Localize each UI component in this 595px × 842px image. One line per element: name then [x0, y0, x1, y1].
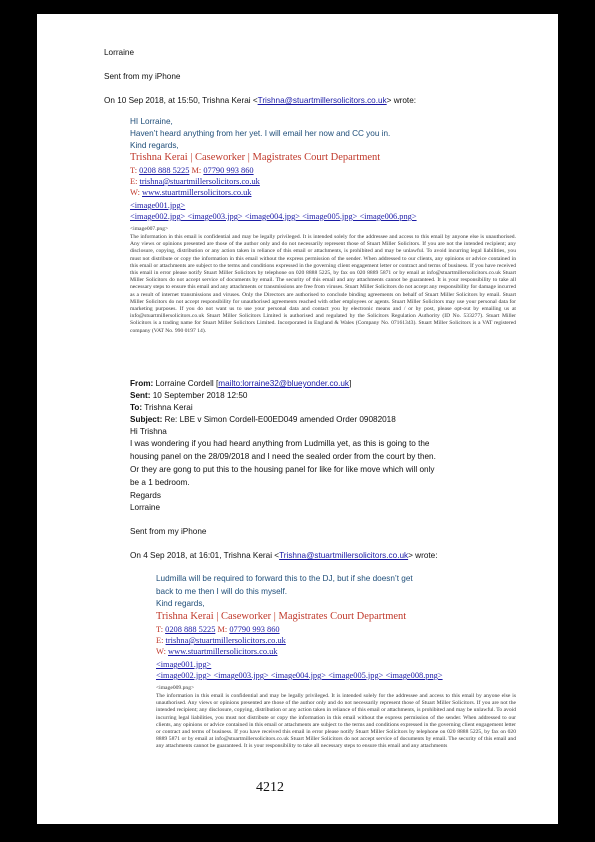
forward-body-4: be a 1 bedroom.: [130, 478, 190, 487]
quote2-image-links-2[interactable]: <image002.jpg> <image003.jpg> <image004.jpg> <image005.jpg> <image008.png>: [156, 671, 443, 680]
forward-body-1: I was wondering if you had heard anything from Ludmilla yet, as this is going to the: [130, 439, 430, 448]
quote2-body-2: back to me then I will do this myself.: [156, 587, 288, 596]
quote1-greeting: HI Lorraine,: [130, 117, 173, 126]
quote2-email-line: E: trishna@stuartmillersolicitors.co.uk: [156, 636, 286, 645]
quote2-image-small: <image009.png>: [156, 685, 195, 691]
quote2-phone-line: T: 0208 888 5225 M: 07790 993 860: [156, 625, 280, 634]
quote2-phone-link[interactable]: 0208 888 5225: [165, 625, 216, 634]
quote1-image-links-2[interactable]: <image002.jpg> <image003.jpg> <image004.jpg> <image005.jpg> <image006.png>: [130, 212, 417, 221]
quote1-web-link[interactable]: www.stuartmillersolicitors.co.uk: [142, 188, 252, 197]
quote1-email-link[interactable]: Trishna@stuartmillersolicitors.co.uk: [257, 96, 387, 105]
quote2-email-link[interactable]: Trishna@stuartmillersolicitors.co.uk: [279, 551, 409, 560]
sent-from-line: Sent from my iPhone: [104, 72, 181, 81]
quote1-phone-line: T: 0208 888 5225 M: 07790 993 860: [130, 166, 254, 175]
forward-body-3: Or they are gong to put this to the housing panel for like for like move which will only: [130, 465, 435, 474]
document-page: [37, 14, 558, 824]
quote1-image-small: <image007.png>: [130, 226, 169, 232]
forward-to-line: To: Trishna Kerai: [130, 403, 193, 412]
quote2-web-link[interactable]: www.stuartmillersolicitors.co.uk: [168, 647, 278, 656]
quote1-mobile-link[interactable]: 07790 993 860: [203, 166, 254, 175]
quote2-disclaimer: The information in this email is confidential and may be legally privileged. It is intended solely for the addressee and access to this email by anyone else is unauthorised. Any views or opinions presented are those of the author only and do not necessarily represent those of Stuart Miller Solicitors. If you are not the intended recipient; any disclosure, copying, distribution or any action taken in reliance of this email or attachments, is prohibited and may be unlawful. To avoid incurring legal liabilities, you must not distribute or copy the information in this email without the express permission of the sender. When addressed to our clients, any opinions or advice contained in this email or attachments are subject to the terms and conditions expressed in the governing client engagement letter or contract and terms of business. If you have received this email in error please notify Stuart Miller Solicitors by telephone on 020 8888 5225, by fax on 020 8889 5871 or by email at info@stuartmillersolicitors.co.uk Stuart Miller Solicitors do not accept service of documents by email. The security of this email and any attachments cannot be guaranteed. It is your responsibility to take all necessary steps to ensure this email and any attachments: [156, 693, 516, 750]
quote1-closing: Kind regards,: [130, 141, 179, 150]
quote1-sig-email-link[interactable]: trishna@stuartmillersolicitors.co.uk: [139, 177, 260, 186]
forward-body-2: housing panel on the 28/09/2018 and I need the sealed order from the court by then.: [130, 452, 436, 461]
sender-name: Lorraine: [104, 48, 135, 57]
quote2-web-line: W: www.stuartmillersolicitors.co.uk: [156, 647, 278, 656]
quote2-mobile-link[interactable]: 07790 993 860: [229, 625, 280, 634]
forward-regards: Regards: [130, 491, 161, 500]
forward-sent-from: Sent from my iPhone: [130, 527, 207, 536]
quote2-image-link-1[interactable]: <image001.jpg>: [156, 660, 212, 669]
forward-sent-line: Sent: 10 September 2018 12:50: [130, 391, 248, 400]
quote2-body-1: Ludmilla will be required to forward this to the DJ, but if she doesn’t get: [156, 574, 413, 583]
quote1-disclaimer: The information in this email is confidential and may be legally privileged. It is intended solely for the addressee and access to this email by anyone else is unauthorised. Any views or opinions presented are those of the author only and do not necessarily represent those of Stuart Miller Solicitors. If you are not the intended recipient; any disclosure, copying, distribution or any action taken in reliance of this email or attachments, is prohibited and may be unlawful. To avoid incurring legal liabilities, you must not distribute or copy the information in this email without the express permission of the sender. When addressed to our clients, any opinions or advice contained in this email or attachments are subject to the terms and conditions expressed in the governing client engagement letter or contract and terms of business. If you have received this email in error please notify Stuart Miller Solicitors by telephone on 020 8888 5225, by fax on 020 8889 5871 or by email at info@stuartmillersolicitors.co.uk Stuart Miller Solicitors do not accept service of documents by email. The security of this email and any attachments cannot be guaranteed. It is your responsibility to take all necessary steps to ensure this email and any attachments or transmissions are free from viruses. Stuart Miller Solicitors do not accept any responsibility for damage incurred as a result of internet transmissions and viruses. Only the Directors are authorised to conclude binding agreements on behalf of Stuart Miller Solicitors by email. Stuart Miller Solicitors do not accept responsibility for unauthorised agreements reached with other employees or agents. Stuart Miller Solicitors may use your personal data for marketing purposes. If you do not want us to use your personal data and contact you by electronic means and / or by post, please opt-out by emailing us at info@stuartmillersolicitors.co.uk Stuart Miller Solicitors Limited is authorised and regulated by the Solicitors Regulation Authority (ID No. 533277). Stuart Miller Solicitors is a trading name for Stuart Miller Solicitors Limited. Incorporated in England & Wales (Company No. 07161343). Stuart Miller Solicitors is a VAT registered company (VAT No. 990 0197 14).: [130, 234, 516, 334]
quote2-on-line: On 4 Sep 2018, at 16:01, Trishna Kerai <Trishna@stuartmillersolicitors.co.uk> wrote:: [130, 551, 438, 560]
forward-mailto-link[interactable]: mailto:lorraine32@blueyonder.co.uk: [218, 379, 350, 388]
quote1-signature-title: Trishna Kerai | Caseworker | Magistrates Court Department: [130, 152, 381, 163]
forward-greeting: Hi Trishna: [130, 427, 167, 436]
quote1-phone-link[interactable]: 0208 888 5225: [139, 166, 190, 175]
quote1-on-line: On 10 Sep 2018, at 15:50, Trishna Kerai <Trishna@stuartmillersolicitors.co.uk> wrote:: [104, 96, 417, 105]
forward-from-line: From: Lorraine Cordell [mailto:lorraine32@blueyonder.co.uk]: [130, 379, 352, 388]
quote2-closing: Kind regards,: [156, 599, 205, 608]
quote1-body: Haven’t heard anything from her yet. I will email her now and CC you in.: [130, 129, 391, 138]
quote1-web-line: W: www.stuartmillersolicitors.co.uk: [130, 188, 252, 197]
quote1-email-line: E: trishna@stuartmillersolicitors.co.uk: [130, 177, 260, 186]
quote2-signature-title: Trishna Kerai | Caseworker | Magistrates Court Department: [156, 611, 407, 622]
forward-subject-line: Subject: Re: LBE v Simon Cordell-E00ED049 amended Order 09082018: [130, 415, 396, 424]
quote2-sig-email-link[interactable]: trishna@stuartmillersolicitors.co.uk: [165, 636, 286, 645]
page-number: 4212: [256, 780, 284, 795]
quote1-image-link-1[interactable]: <image001.jpg>: [130, 201, 186, 210]
forward-name: Lorraine: [130, 503, 161, 512]
